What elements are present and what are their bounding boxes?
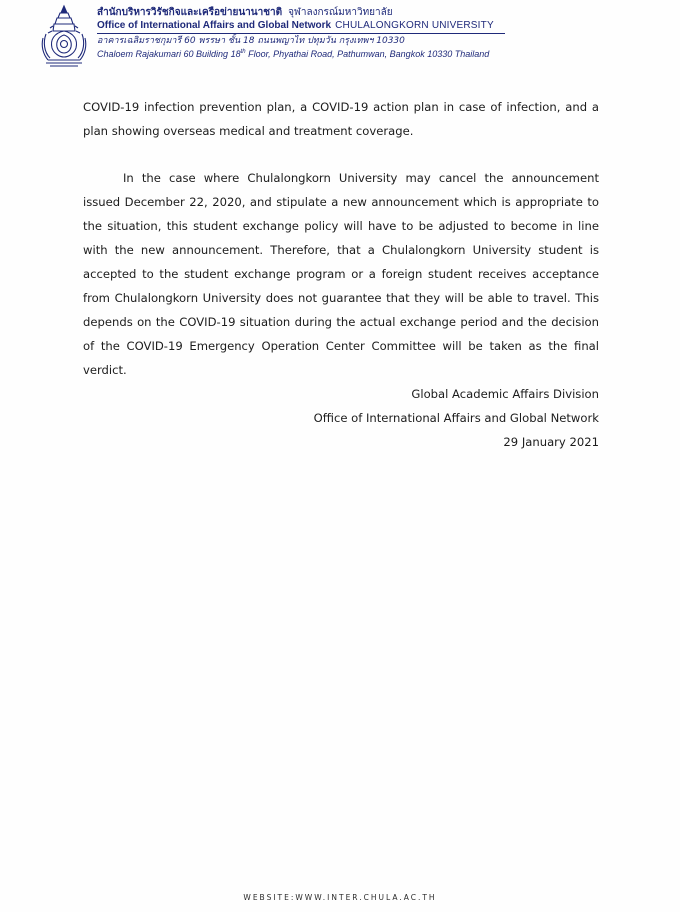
signature-date: 29 January 2021	[503, 435, 599, 449]
thai-address: อาคารเฉลิมราชกุมารี 60 พรรษา ชั้น 18 ถนนพญาไท ปทุมวัน กรุงเทพฯ 10330	[97, 36, 405, 46]
english-university-name: CHULALONGKORN UNIVERSITY	[335, 20, 494, 31]
letterhead	[40, 4, 640, 68]
address-suffix: Floor, Phyathai Road, Pathumwan, Bangkok 10330 Thailand	[245, 49, 490, 59]
thai-university-name: จุฬาลงกรณ์มหาวิทยาลัย	[288, 7, 393, 18]
thai-office-name: สำนักบริหารวิรัชกิจและเครือข่ายนานาชาติ	[97, 7, 283, 18]
address-sup: th	[240, 49, 246, 55]
address-prefix: Chaloem Rajakumari 60 Building 18	[97, 49, 241, 59]
footer-website: WEBSITE:WWW.INTER.CHULA.AC.TH	[243, 893, 437, 902]
signature-office: Office of International Affairs and Global Network	[313, 411, 599, 425]
signature-division: Global Academic Affairs Division	[411, 387, 599, 401]
signature-block	[314, 382, 599, 454]
chula-phra-kieo-emblem-icon	[40, 4, 88, 68]
letterhead-text	[97, 7, 567, 60]
thai-office-line	[97, 7, 567, 19]
letterhead-divider	[97, 33, 505, 34]
paragraph-1: COVID-19 infection prevention plan, a COVID-19 action plan in case of infection, and a plan showing overseas medical and treatment coverage.	[83, 100, 599, 138]
english-office-name: Office of International Affairs and Global Network	[97, 20, 332, 31]
english-address	[97, 47, 567, 60]
english-office-line	[97, 19, 567, 32]
letter-body	[83, 95, 599, 382]
paragraph-2: In the case where Chulalongkorn University may cancel the announcement issued December 22, 2020, and stipulate a new announcement which is appropriate to the situation, this student exchange policy will have to be adjusted to become in line with the new announcement. Therefore, that a Chulalongkorn University student is accepted to the student exchange program or a foreign student receives acceptance from Chulalongkorn University does not guarantee that they will be able to travel. This depends on the COVID-19 situation during the actual exchange period and the decision of the COVID-19 Emergency Operation Center Committee will be taken as the final verdict.	[83, 171, 599, 377]
